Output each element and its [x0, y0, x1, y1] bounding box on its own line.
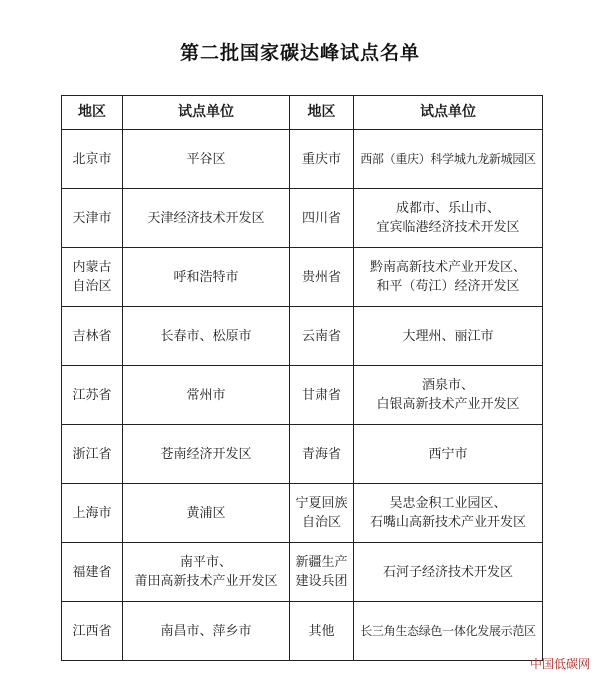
- cell-text-line: 青海省: [301, 446, 341, 462]
- unit-right-cell: [354, 602, 543, 661]
- cell-text-line: 天津经济技术开发区: [147, 210, 265, 226]
- cell-text-line: 成都市、乐山市、: [395, 201, 500, 216]
- unit-right-cell: [354, 543, 543, 602]
- cell-text-line: 建设兵团: [295, 574, 348, 589]
- unit-right-cell: [354, 484, 543, 543]
- cell-text-line: 江西省: [72, 623, 112, 639]
- table-row: [62, 484, 543, 543]
- table-row: [62, 602, 543, 661]
- cell-text-line: 呼和浩特市: [173, 269, 239, 285]
- cell-text-line: 南昌市、萍乡市: [160, 623, 252, 639]
- cell-text-line: 浙江省: [72, 446, 112, 462]
- cell-text-line: 江苏省: [72, 387, 112, 403]
- cell-text-line: 石河子经济技术开发区: [382, 564, 513, 580]
- region-right-cell: [290, 307, 354, 366]
- header-region-right: 地区: [290, 96, 354, 130]
- unit-left-cell: [123, 366, 290, 425]
- cell-text-line: 宁夏回族: [295, 496, 348, 511]
- unit-left-cell: [123, 484, 290, 543]
- table-row: [62, 543, 543, 602]
- unit-right-cell: [354, 189, 543, 248]
- cell-text-line: 石嘴山高新技术产业开发区: [369, 515, 526, 530]
- region-left-cell: [62, 189, 123, 248]
- cell-text-line: 云南省: [301, 328, 341, 344]
- region-left-cell: [62, 484, 123, 543]
- region-left-cell: [62, 425, 123, 484]
- table-row: [62, 425, 543, 484]
- unit-left-cell: [123, 543, 290, 602]
- cell-text-line: 自治区: [72, 279, 112, 294]
- region-left-cell: [62, 366, 123, 425]
- region-left-cell: [62, 543, 123, 602]
- cell-text-line: 天津市: [72, 210, 112, 226]
- unit-right-cell: [354, 248, 543, 307]
- document-title: 第二批国家碳达峰试点名单: [179, 42, 420, 64]
- cell-text-line: 内蒙古: [72, 260, 112, 275]
- table-row: [62, 189, 543, 248]
- cell-text-line: 南平市、: [179, 555, 232, 570]
- cell-text-line: 和平（苟江）经济开发区: [376, 279, 520, 294]
- unit-right-cell: [354, 307, 543, 366]
- region-right-cell: [290, 425, 354, 484]
- cell-text-line: 宜宾临港经济技术开发区: [376, 220, 520, 235]
- unit-left-cell: [123, 189, 290, 248]
- cell-text-line: 新疆生产: [295, 555, 348, 570]
- cell-text-line: 吉林省: [72, 328, 112, 344]
- cell-text-line: 西部（重庆）科学城九龙新城园区: [360, 151, 536, 166]
- cell-text-line: 自治区: [301, 515, 341, 530]
- region-right-cell: [290, 366, 354, 425]
- region-left-cell: [62, 602, 123, 661]
- cell-text-line: 吴忠金积工业园区、: [389, 496, 507, 511]
- region-left-cell: [62, 248, 123, 307]
- unit-right-cell: [354, 130, 543, 189]
- cell-text-line: 西宁市: [428, 446, 468, 462]
- region-right-cell: [290, 189, 354, 248]
- pilot-list-table: [61, 95, 543, 661]
- cell-text-line: 黔南高新技术产业开发区、: [369, 260, 526, 275]
- unit-left-cell: [123, 130, 290, 189]
- table-row: [62, 307, 543, 366]
- unit-left-cell: [123, 307, 290, 366]
- cell-text-line: 苍南经济开发区: [160, 446, 252, 462]
- table-row: [62, 366, 543, 425]
- unit-left-cell: [123, 248, 290, 307]
- cell-text-line: 长春市、松原市: [160, 328, 252, 344]
- region-right-cell: [290, 602, 354, 661]
- cell-text-line: 重庆市: [301, 151, 341, 167]
- cell-text-line: 上海市: [72, 505, 112, 521]
- table-row: [62, 130, 543, 189]
- cell-text-line: 黄浦区: [186, 505, 226, 521]
- cell-text-line: 其他: [308, 623, 335, 639]
- unit-left-cell: [123, 425, 290, 484]
- cell-text-line: 甘肃省: [301, 387, 341, 403]
- cell-text-line: 酒泉市、: [421, 378, 474, 393]
- region-left-cell: [62, 307, 123, 366]
- cell-text-line: 莆田高新技术产业开发区: [134, 574, 278, 589]
- table-header-row: [62, 96, 543, 130]
- cell-text-line: 长三角生态绿色一体化发展示范区: [360, 623, 536, 638]
- cell-text-line: 白银高新技术产业开发区: [376, 397, 520, 412]
- table-row: [62, 248, 543, 307]
- unit-left-cell: [123, 602, 290, 661]
- cell-text-line: 福建省: [72, 564, 112, 580]
- region-right-cell: [290, 484, 354, 543]
- cell-text-line: 平谷区: [186, 151, 226, 167]
- unit-right-cell: [354, 425, 543, 484]
- region-left-cell: [62, 130, 123, 189]
- region-right-cell: [290, 248, 354, 307]
- header-unit-left: 试点单位: [123, 96, 290, 130]
- header-unit-right: 试点单位: [354, 96, 543, 130]
- unit-right-cell: [354, 366, 543, 425]
- table-body: [62, 130, 543, 661]
- cell-text-line: 常州市: [186, 387, 226, 403]
- cell-text-line: 四川省: [301, 210, 341, 226]
- cell-text-line: 贵州省: [301, 269, 341, 285]
- region-right-cell: [290, 130, 354, 189]
- region-right-cell: [290, 543, 354, 602]
- site-watermark: 中国低碳网: [529, 657, 590, 671]
- header-region-left: 地区: [62, 96, 123, 130]
- cell-text-line: 大理州、丽江市: [402, 328, 494, 344]
- cell-text-line: 北京市: [72, 151, 112, 167]
